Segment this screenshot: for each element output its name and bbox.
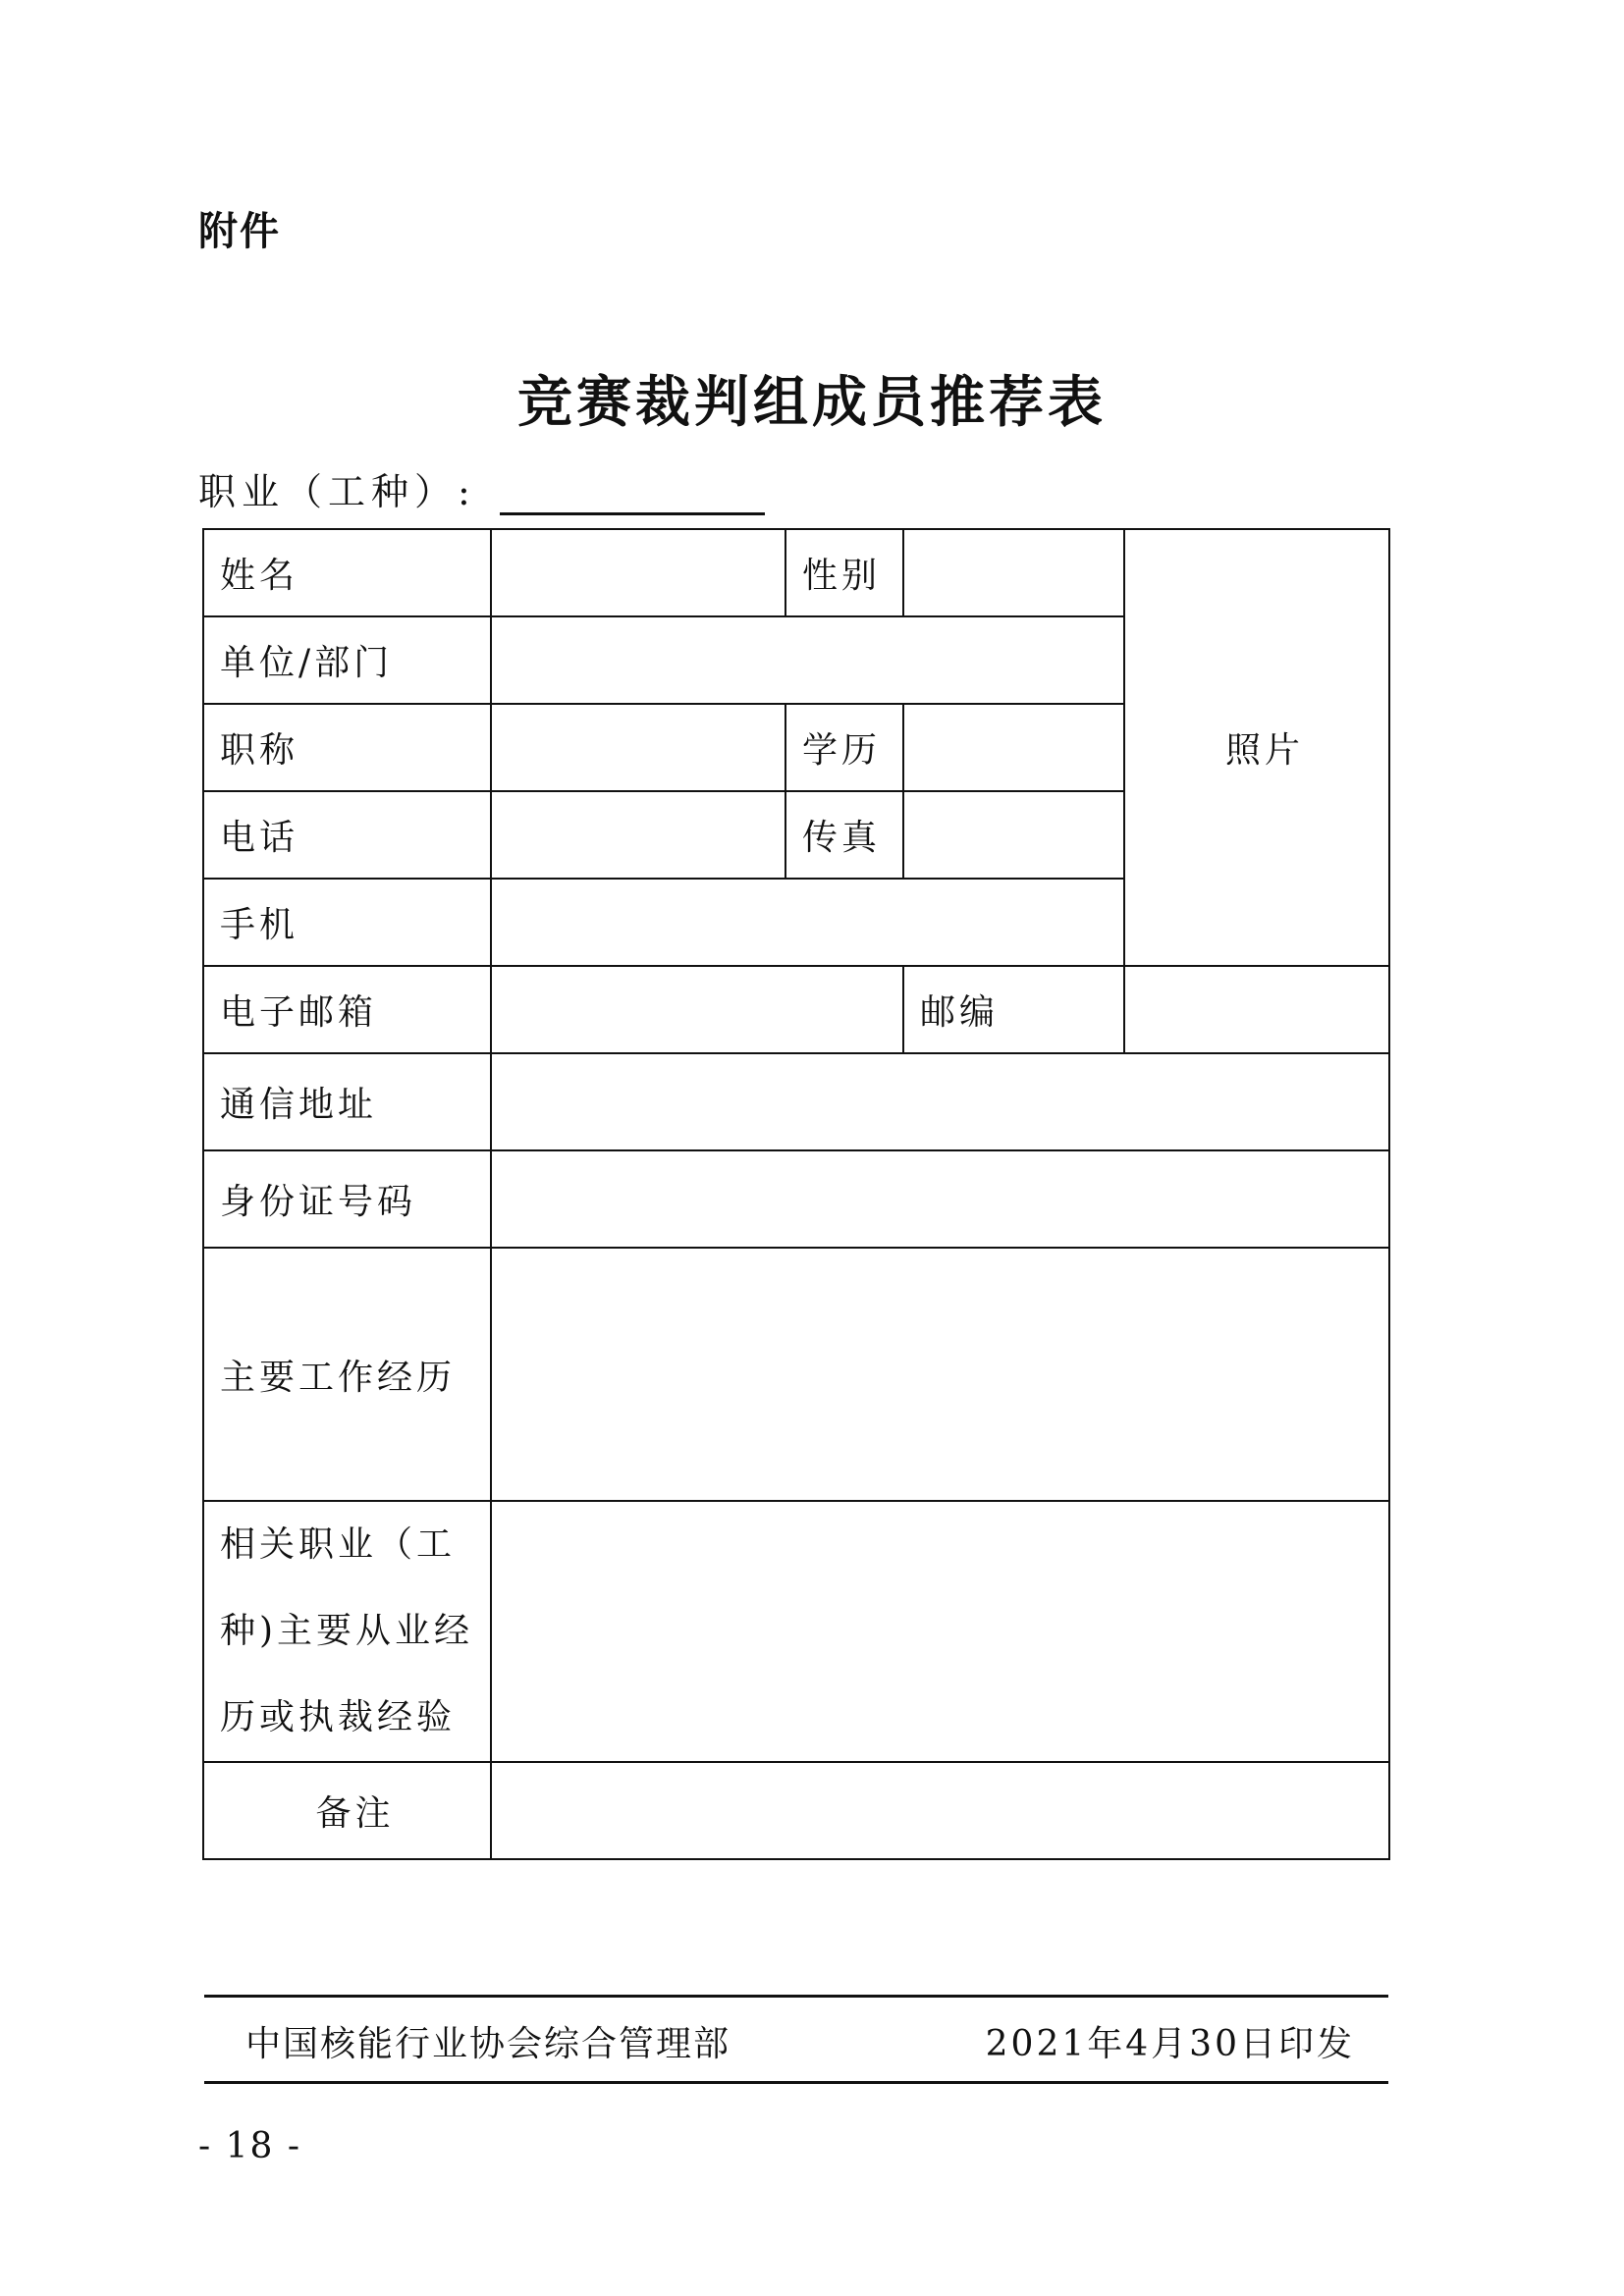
unit-field[interactable] bbox=[491, 616, 1124, 704]
footer-divider-bottom bbox=[204, 2081, 1388, 2084]
phone-field[interactable] bbox=[491, 791, 785, 879]
name-field[interactable] bbox=[491, 529, 785, 616]
occupation-label: 职业（工种）: bbox=[198, 470, 476, 513]
address-field[interactable] bbox=[491, 1053, 1389, 1150]
gender-field[interactable] bbox=[903, 529, 1124, 616]
footer-date: 2021年4月30日印发 bbox=[985, 2024, 1355, 2064]
gender-label: 性别 bbox=[785, 529, 903, 616]
attachment-label: 附件 bbox=[198, 209, 281, 254]
email-label: 电子邮箱 bbox=[203, 966, 491, 1053]
job-title-field[interactable] bbox=[491, 704, 785, 791]
name-label: 姓名 bbox=[203, 529, 491, 616]
occupation-line bbox=[198, 461, 765, 515]
education-field[interactable] bbox=[903, 704, 1124, 791]
page-title: 竞赛裁判组成员推荐表 bbox=[517, 370, 1107, 435]
remarks-label: 备注 bbox=[203, 1762, 491, 1859]
work-history-label: 主要工作经历 bbox=[203, 1248, 491, 1501]
recommendation-form bbox=[202, 528, 1390, 1860]
page-number: - 18 - bbox=[198, 2126, 302, 2166]
footer-divider-top bbox=[204, 1995, 1388, 1998]
email-field[interactable] bbox=[491, 966, 903, 1053]
fax-label: 传真 bbox=[785, 791, 903, 879]
mobile-label: 手机 bbox=[203, 879, 491, 966]
footer-organization: 中国核能行业协会综合管理部 bbox=[245, 2024, 731, 2064]
mobile-field[interactable] bbox=[491, 879, 1124, 966]
related-experience-field[interactable] bbox=[491, 1501, 1389, 1762]
job-title-label: 职称 bbox=[203, 704, 491, 791]
photo-cell[interactable]: 照片 bbox=[1124, 529, 1389, 966]
fax-field[interactable] bbox=[903, 791, 1124, 879]
postcode-field[interactable] bbox=[1124, 966, 1389, 1053]
id-number-field[interactable] bbox=[491, 1150, 1389, 1248]
education-label: 学历 bbox=[785, 704, 903, 791]
id-number-label: 身份证号码 bbox=[203, 1150, 491, 1248]
work-history-field[interactable] bbox=[491, 1248, 1389, 1501]
occupation-blank[interactable] bbox=[500, 469, 765, 515]
unit-label: 单位/部门 bbox=[203, 616, 491, 704]
phone-label: 电话 bbox=[203, 791, 491, 879]
address-label: 通信地址 bbox=[203, 1053, 491, 1150]
postcode-label: 邮编 bbox=[903, 966, 1124, 1053]
related-experience-label: 相关职业（工种)主要从业经历或执裁经验 bbox=[203, 1501, 491, 1762]
remarks-field[interactable] bbox=[491, 1762, 1389, 1859]
